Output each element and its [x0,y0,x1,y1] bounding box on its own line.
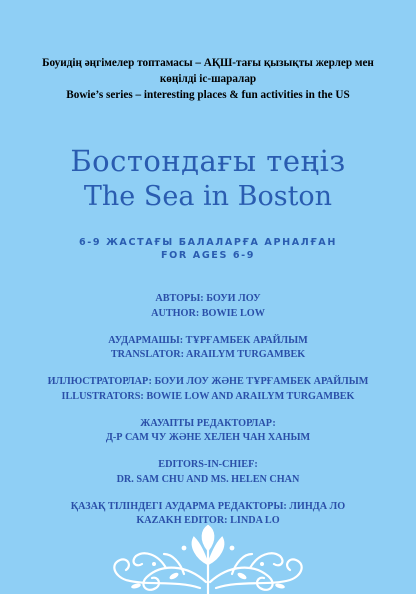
series-line-kazakh-2: көңілді іс-шаралар [159,73,257,85]
credit-line: ILLUSTRATORS: BOWIE LOW AND ARAILYM TURGAMBEK [61,390,355,402]
credit-author [0,292,416,321]
age-range-english: FOR AGES 6-9 [160,250,256,261]
credit-editors-kazakh [0,417,416,446]
credit-line: АВТОРЫ: БОУИ ЛОУ [155,293,261,304]
credit-line: ИЛЛЮСТРАТОРЛАР: БОУИ ЛОУ ЖӘНЕ ТҰРҒАМБЕК АРАЙЛЫМ [47,376,369,387]
credit-line: EDITORS-IN-CHIEF: [158,459,258,470]
credit-line: ЖАУАПТЫ РЕДАКТОРЛАР: [140,417,276,429]
credit-line: АУДАРМАШЫ: ТҰРҒАМБЕК АРАЙЛЫМ [108,334,308,346]
book-title-kazakh: Бостондағы теңіз [70,144,346,178]
series-heading [8,55,408,103]
credit-illustrators [0,375,416,404]
age-range-kazakh: 6-9 ЖАСТАҒЫ БАЛАЛАРҒА АРНАЛҒАН [79,237,337,248]
credit-line: KAZAKH EDITOR: LINDA LO [136,515,280,526]
credit-line: Д-Р САМ ЧУ ЖӘНЕ ХЕЛЕН ЧАН ХАНЫМ [105,432,311,443]
floral-ornament-icon [96,524,320,594]
book-title-english: The Sea in Boston [83,181,333,212]
series-line-kazakh: Боуидің әңгімелер топтамасы – АҚШ-тағы қызықты жерлер мен [42,57,374,69]
credit-line: AUTHOR: BOWIE LOW [151,307,265,319]
credit-line: TRANSLATOR: ARAILYM TURGAMBEK [110,349,306,360]
series-line-english: Bowie’s series – interesting places & fun activities in the US [66,89,350,101]
credit-translator [0,334,416,363]
credits-section [0,292,416,541]
credit-line: DR. SAM CHU AND MS. HELEN CHAN [116,473,300,485]
age-range [0,236,416,262]
credit-editors-english [0,458,416,487]
credit-line: ҚАЗАҚ ТІЛІНДЕГІ АУДАРМА РЕДАКТОРЫ: ЛИНДА ЛО [70,500,346,512]
